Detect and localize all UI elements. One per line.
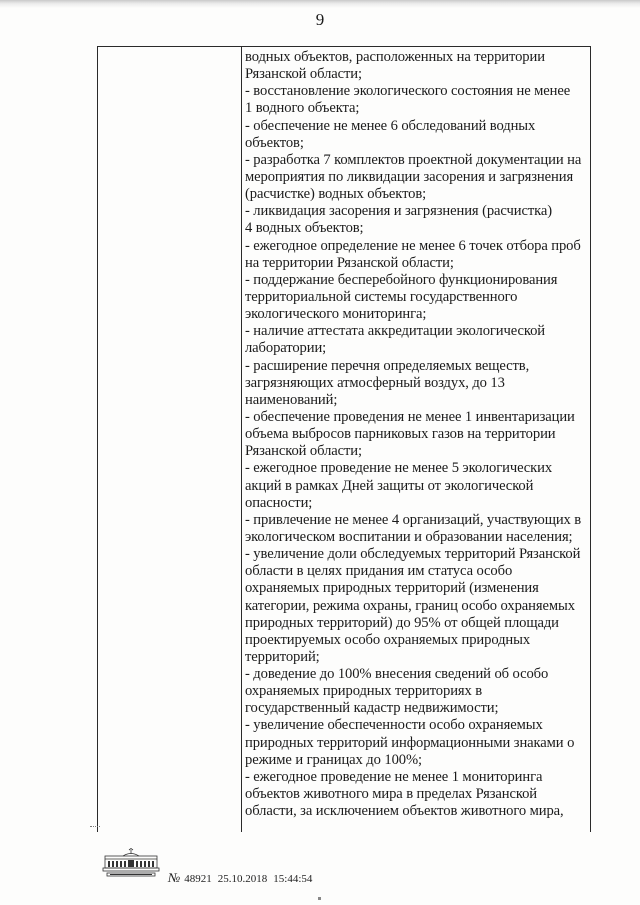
table-text-line: загрязняющих атмосферный воздух, до 13 bbox=[245, 374, 505, 391]
registration-number: 48921 bbox=[184, 873, 212, 885]
table-text-line: категории, режима охраны, границ особо охраняемых bbox=[245, 597, 575, 614]
table-text-line: природных территорий) до 95% от общей площади bbox=[245, 614, 559, 631]
page-number: 9 bbox=[315, 10, 325, 29]
table-text-line: - обеспечение не менее 6 обследований водных bbox=[245, 117, 536, 134]
table-text-line: Рязанской области; bbox=[245, 66, 362, 83]
table-text-line: - обеспечение проведения не менее 1 инвентаризации bbox=[245, 408, 575, 425]
table-left-cell bbox=[98, 47, 241, 832]
table-text-line: области в целях придания им статуса особо bbox=[245, 563, 513, 580]
table-text-line: лаборатории; bbox=[245, 340, 327, 357]
table-text-line: - разработка 7 комплектов проектной документации на bbox=[245, 151, 582, 168]
table-text-line: - расширение перечня определяемых веществ, bbox=[245, 357, 530, 374]
table-text-line: экологического мониторинга; bbox=[245, 306, 427, 323]
table-text-line: 4 водных объектов; bbox=[245, 220, 364, 237]
table-text-line: - увеличение доли обследуемых территорий Рязанской bbox=[245, 546, 581, 563]
table-text-line: режиме и границах до 100%; bbox=[245, 751, 422, 768]
registration-date: 25.10.2018 bbox=[217, 873, 268, 885]
table-text-line: - доведение до 100% внесения сведений об особо bbox=[245, 666, 549, 683]
table-text-line: - ежегодное определение не менее 6 точек отбора проб bbox=[245, 237, 581, 254]
table-text-line: объектов животного мира в пределах Рязанской bbox=[245, 786, 538, 803]
table-text-line: - увеличение обеспеченности особо охраняемых bbox=[245, 717, 543, 734]
table-text-line: 1 водного объекта; bbox=[245, 100, 360, 117]
table-text-line: водных объектов, расположенных на территории bbox=[245, 49, 545, 65]
table-text-line: (расчистке) водных объектов; bbox=[245, 186, 427, 203]
table-text-line: области, за исключением объектов животного мира, bbox=[245, 803, 564, 820]
table-text-line: - восстановление экологического состояния не менее bbox=[245, 83, 571, 100]
table-text-line: проектируемых особо охраняемых природных bbox=[245, 631, 531, 648]
number-sign: № bbox=[168, 870, 181, 885]
table-text-line: Рязанской области; bbox=[245, 443, 362, 460]
table-text-line: акций в рамках Дней защиты от экологической bbox=[245, 477, 534, 494]
table-text-line: охраняемых природных территорий (изменения bbox=[245, 580, 539, 597]
margin-tick bbox=[90, 826, 100, 828]
registration-time: 15:44:54 bbox=[273, 873, 313, 885]
table-text-line: - поддержание бесперебойного функционирования bbox=[245, 271, 558, 288]
table-text-line: объема выбросов парниковых газов на территории bbox=[245, 426, 556, 443]
scan-speck bbox=[318, 897, 321, 900]
table-right-cell bbox=[245, 49, 585, 820]
table-text-line: - привлечение не менее 4 организаций, участвующих в bbox=[245, 511, 582, 528]
table-column-divider bbox=[241, 47, 242, 832]
table-text-line: наименований; bbox=[245, 391, 338, 408]
table-text-line: объектов; bbox=[245, 134, 304, 151]
scan-edge-shadow bbox=[0, 0, 640, 8]
table-text-line: охраняемых природных территориях в bbox=[245, 683, 483, 700]
table-text-line: природных территорий информационными знаками о bbox=[245, 734, 575, 751]
table-text-line: территорий; bbox=[245, 648, 320, 665]
content-table bbox=[97, 46, 591, 832]
table-text-line: опасности; bbox=[245, 494, 313, 511]
table-text-line: - ликвидация засорения и загрязнения (расчистка) bbox=[245, 203, 553, 220]
table-text-line: государственный кадастр недвижимости; bbox=[245, 700, 499, 717]
table-text-line: экологическом воспитании и образовании населения; bbox=[245, 528, 573, 545]
table-text-line: - наличие аттестата аккредитации экологической bbox=[245, 323, 545, 340]
table-text-line: - ежегодное проведение не менее 1 мониторинга bbox=[245, 768, 543, 785]
government-building-stamp-icon bbox=[101, 848, 161, 878]
table-text-line: на территории Рязанской области; bbox=[245, 254, 454, 271]
table-text-line: - ежегодное проведение не менее 5 экологических bbox=[245, 460, 553, 477]
table-text-line: территориальной системы государственного bbox=[245, 288, 518, 305]
registration-stamp bbox=[168, 870, 312, 886]
table-text-line: мероприятия по ликвидации засорения и загрязнения bbox=[245, 168, 574, 185]
